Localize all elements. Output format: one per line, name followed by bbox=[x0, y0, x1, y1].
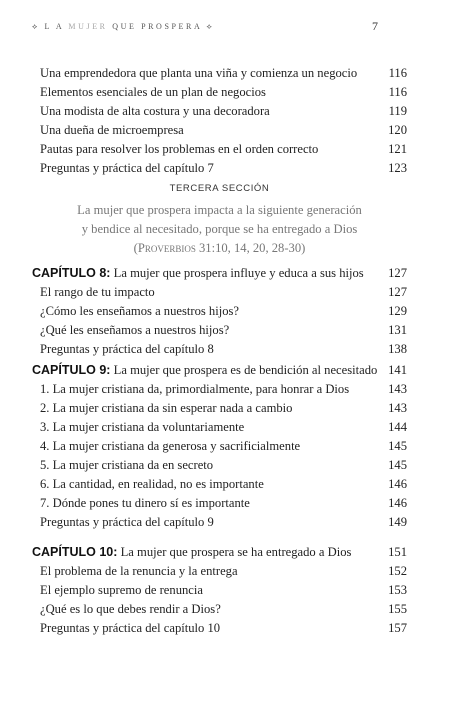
section-reference: (Proverbios 31:10, 14, 20, 28-30) bbox=[133, 241, 306, 255]
running-head-start: ⟡ L A bbox=[32, 22, 64, 31]
toc-entry bbox=[32, 418, 407, 437]
chapter-page: 127 bbox=[388, 266, 407, 280]
running-head-end: QUE PROSPERA ⟡ bbox=[112, 22, 215, 31]
section-title-line-1: La mujer que prospera impacta a la siguiente generación bbox=[77, 203, 362, 217]
toc-entry-page: 116 bbox=[388, 85, 407, 99]
chapter-title: La mujer que prospera influye y educa a sus hijos bbox=[113, 266, 364, 280]
toc-entry bbox=[32, 475, 407, 494]
toc-entry bbox=[32, 600, 407, 619]
section-label: TERCERA SECCIÓN bbox=[169, 183, 270, 194]
toc-entry-page: 157 bbox=[388, 621, 407, 635]
toc-entry-title: 2. La mujer cristiana da sin esperar nada a cambio bbox=[40, 401, 293, 415]
toc-entry-title: ¿Qué es lo que debes rendir a Dios? bbox=[40, 602, 221, 616]
toc-entry bbox=[32, 64, 407, 83]
toc-entry-title: Una dueña de microempresa bbox=[40, 123, 184, 137]
toc-entry-page: 120 bbox=[388, 123, 407, 137]
toc-entry-page: 145 bbox=[388, 439, 407, 453]
toc-entry-page: 155 bbox=[388, 602, 407, 616]
toc-entry bbox=[32, 619, 407, 638]
toc-entry-title: 3. La mujer cristiana da voluntariamente bbox=[40, 420, 245, 434]
toc-entry-title: Una modista de alta costura y una decoradora bbox=[40, 104, 270, 118]
toc-entry bbox=[32, 437, 407, 456]
toc-entry-title: Preguntas y práctica del capítulo 9 bbox=[40, 515, 214, 529]
toc-entry bbox=[32, 340, 407, 359]
running-head bbox=[32, 22, 214, 32]
toc-entry-title: Preguntas y práctica del capítulo 10 bbox=[40, 621, 221, 635]
toc-entry-page: 123 bbox=[388, 161, 407, 175]
toc-entry-page: 116 bbox=[388, 66, 407, 80]
toc-entry-page: 146 bbox=[388, 477, 407, 491]
chapter-page: 151 bbox=[388, 545, 407, 559]
toc-entry-page: 119 bbox=[388, 104, 407, 118]
toc-entry-page: 129 bbox=[388, 304, 407, 318]
toc-entry-title: ¿Qué les enseñamos a nuestros hijos? bbox=[40, 323, 230, 337]
toc-entry-title: El ejemplo supremo de renuncia bbox=[40, 583, 203, 597]
toc-entry bbox=[32, 121, 407, 140]
toc-entry bbox=[32, 494, 407, 513]
toc-entry-title: ¿Cómo les enseñamos a nuestros hijos? bbox=[40, 304, 240, 318]
toc-entry bbox=[32, 283, 407, 302]
toc-entry-page: 146 bbox=[388, 496, 407, 510]
toc-entry-title: 5. La mujer cristiana da en secreto bbox=[40, 458, 214, 472]
toc-entry-title: El problema de la renuncia y la entrega bbox=[40, 564, 238, 578]
section-title-line-2: y bendice al necesitado, porque se ha entregado a Dios bbox=[81, 222, 358, 236]
toc-entry bbox=[32, 302, 407, 321]
toc-entry-page: 153 bbox=[388, 583, 407, 597]
toc-entry-page: 149 bbox=[388, 515, 407, 529]
chapter-8-heading bbox=[32, 264, 407, 283]
toc-entry bbox=[32, 581, 407, 600]
chapter-page: 141 bbox=[388, 363, 407, 377]
toc-entry bbox=[32, 562, 407, 581]
toc-entry-title: El rango de tu impacto bbox=[40, 285, 155, 299]
toc-entry-title: 7. Dónde pones tu dinero sí es importante bbox=[40, 496, 250, 510]
toc-entry-title: 4. La mujer cristiana da generosa y sacrificialmente bbox=[40, 439, 301, 453]
toc-entry-page: 145 bbox=[388, 458, 407, 472]
toc-entry-page: 143 bbox=[388, 401, 407, 415]
toc-entry-page: 127 bbox=[388, 285, 407, 299]
toc-entry-title: 6. La cantidad, en realidad, no es importante bbox=[40, 477, 264, 491]
chapter-label: CAPÍTULO 10: bbox=[32, 545, 118, 559]
toc-entry-page: 143 bbox=[388, 382, 407, 396]
page-number: 7 bbox=[372, 19, 378, 33]
toc-entry-page: 121 bbox=[388, 142, 407, 156]
toc-entry bbox=[32, 159, 407, 178]
chapter-9-heading bbox=[32, 361, 407, 380]
toc-entry-page: 144 bbox=[388, 420, 407, 434]
chapter-title: La mujer que prospera es de bendición al necesitado bbox=[113, 363, 378, 377]
toc-entry bbox=[32, 102, 407, 121]
toc-entry-title: Una emprendedora que planta una viña y comienza un negocio bbox=[40, 66, 358, 80]
chapter-label: CAPÍTULO 9: bbox=[32, 363, 111, 377]
toc-entry-title: Pautas para resolver los problemas en el orden correcto bbox=[40, 142, 319, 156]
chapter-title: La mujer que prospera se ha entregado a Dios bbox=[120, 545, 352, 559]
running-head-faint-word: MUJER bbox=[68, 22, 108, 31]
toc-entry bbox=[32, 456, 407, 475]
toc-entry-title: Elementos esenciales de un plan de negocios bbox=[40, 85, 266, 99]
toc-entry-page: 152 bbox=[388, 564, 407, 578]
toc-entry-page: 131 bbox=[388, 323, 407, 337]
toc-entry-title: Preguntas y práctica del capítulo 8 bbox=[40, 342, 214, 356]
toc-entry bbox=[32, 83, 407, 102]
toc-entry-title: Preguntas y práctica del capítulo 7 bbox=[40, 161, 214, 175]
toc-entry bbox=[32, 513, 407, 532]
toc-entry bbox=[32, 140, 407, 159]
toc-entry bbox=[32, 399, 407, 418]
toc-entry-page: 138 bbox=[388, 342, 407, 356]
toc-entry-title: 1. La mujer cristiana da, primordialmente, para honrar a Dios bbox=[40, 382, 350, 396]
toc-entry bbox=[32, 321, 407, 340]
chapter-10-heading bbox=[32, 543, 407, 562]
toc-entry bbox=[32, 380, 407, 399]
page-header bbox=[32, 21, 378, 35]
chapter-label: CAPÍTULO 8: bbox=[32, 266, 111, 280]
